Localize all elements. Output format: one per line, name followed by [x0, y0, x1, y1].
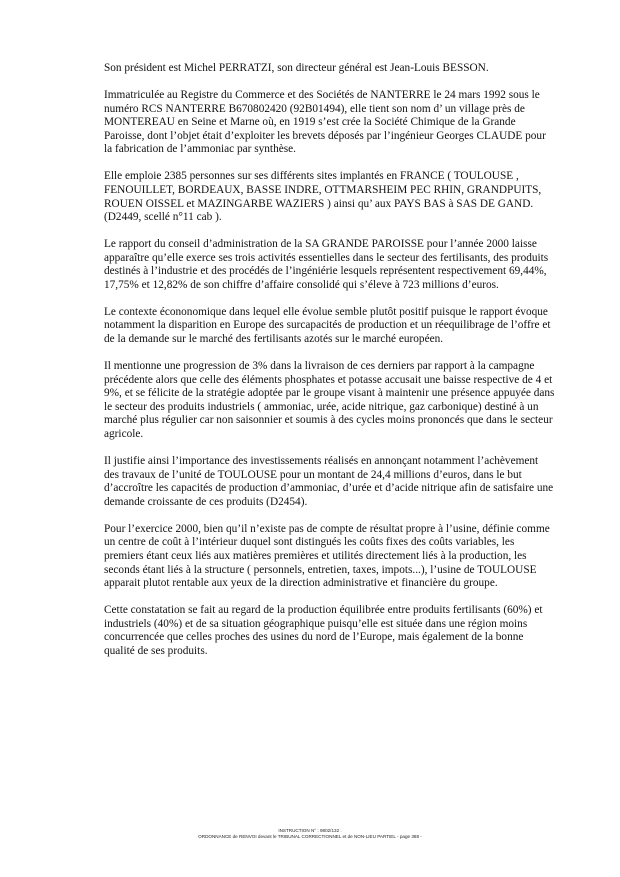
paragraph-investments: Il justifie ainsi l’importance des investissements réalisés en annonçant notamment l’achèvement des travaux de l’unité de TOULOUSE pour un montant de 24,4 millions d’euros, dans le but d’accroître les capacités de production d’ammoniac, d’urée et d’acide nitrique afin de satisfaire une demande croissante de ces produits (D2454).: [104, 455, 554, 508]
paragraph-registration: Immatriculée au Registre du Commerce et des Sociétés de NANTERRE le 24 mars 1992 sous le numéro RCS NANTERRE B670802420 (92B01494), elle tient son nom d’ un village près de MONTEREAU en Seine et Marne où, en 1919 s’est crée la Société Chimique de la Grande Paroisse, dont l’objet était d’exploiter les brevets déposés par l’ingénieur Georges CLAUDE pour la fabrication de l’ammoniac par synthèse.: [104, 88, 546, 156]
paragraph-president: Son président est Michel PERRATZI, son directeur général est Jean-Louis BESSON.: [104, 62, 489, 74]
paragraph-economic-context: Le contexte écononomique dans lequel elle évolue semble plutôt positif puisque le rapport évoque notamment la disparition en Europe des surcapacités de production et un réequilibrage de l’offre et de la demande sur le marché des fertilisants azotés sur le marché européen.: [104, 305, 551, 346]
paragraph-conclusion: Cette constatation se fait au regard de la production équilibrée entre produits fertilisants (60%) et industriels (40%) et de sa situation géographique puisqu’elle est située dans une région moins concurrencée que celles proches des usines du nord de l’Europe, mais également de la bonne qualité de ses produits.: [104, 604, 543, 657]
footer-ordonnance-page: ORDONNANCE de RENVOI devant le TRIBUNAL CORRECTIONNEL et de NON-LIEU PARTIEL - page 388 -: [198, 834, 422, 839]
paragraph-board-report: Le rapport du conseil d’administration de la SA GRANDE PAROISSE pour l’année 2000 laisse apparaître qu’elle exerce ses trois activités essentielles dans le secteur des fertilisants, des produits destinés à l’industrie et des procédés de l’ingéniérie lesquels représentent respectivement 69,44%, 17,75% et 12,82% de son chiffre d’affaire consolidé qui s’éleve à 723 millions d’euros.: [104, 238, 549, 291]
paragraph-employees-sites: Elle emploie 2385 personnes sur ses différents sites implantés en FRANCE ( TOULOUSE , FENOUILLET, BORDEAUX, BASSE INDRE, OTTMARSHEIM PEC RHIN, GRANDPUITS, ROUEN OISSEL et MAZINGARBE WAZIERS ) ainsi qu’ aux PAYS BAS à SAS DE GAND. (D2449, scellé n°11 cab ).: [104, 170, 542, 224]
paragraph-progression: Il mentionne une progression de 3% dans la livraison de ces derniers par rapport à la campagne précédente alors que celle des éléments phosphates et potasse accusait une baisse respective de 4 et 9%, et se félicite de la stratégie adoptée par le groupe visant à maintenir une présence appuyée dans le secteur des produits industriels ( ammoniac, urée, acide nitrique, gaz carbonique) destiné à un marché plus régulier car non saisonnier et soumis à des cycles moins prononcés que dans le secteur agricole.: [104, 360, 555, 441]
footer-instruction-number: INSTRUCTION N° : 9802/132 .: [278, 828, 342, 833]
paragraph-exercise-2000: Pour l’exercice 2000, bien qu’il n’existe pas de compte de résultat propre à l’usine, définie comme un centre de coût à l’intérieur duquel sont distingués les coûts fixes des coûts variables, les premiers étant ceux liés aux matières premières et utilités directement liés à la production, les seconds étant liés à la structure ( personnels, entretien, taxes, impots...), l’usine de TOULOUSE apparait plutot rentable aux yeux de la direction administrative et financière du groupe.: [104, 522, 550, 590]
document-body: [104, 62, 556, 672]
page-footer: [0, 828, 620, 840]
